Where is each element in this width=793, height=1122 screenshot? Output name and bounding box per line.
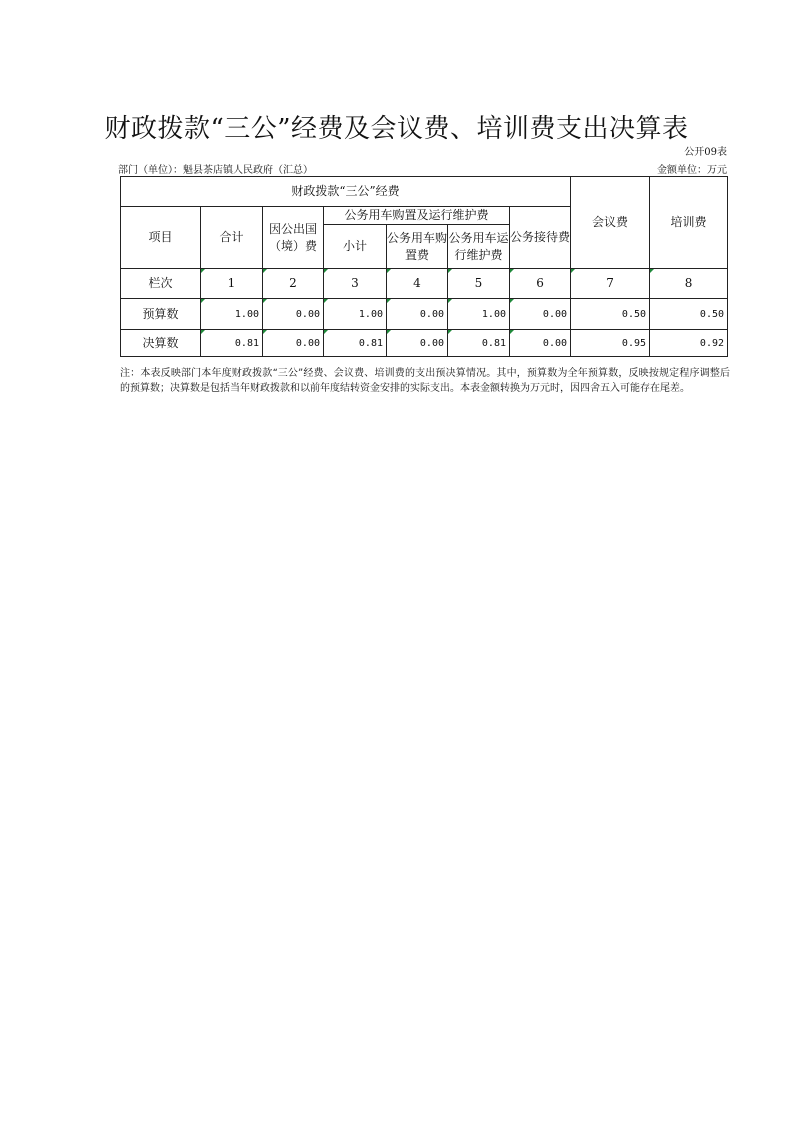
header-vehicle-operation: 公务用车运行维护费 (448, 225, 510, 269)
header-vehicle-group: 公务用车购置及运行维护费 (324, 207, 510, 225)
table-cell: 0.92 (650, 330, 728, 357)
table-cell: 0.50 (571, 299, 650, 330)
table-row (121, 330, 728, 357)
header-training: 培训费 (650, 177, 728, 269)
form-number: 公开09表 (684, 147, 727, 158)
expenditure-table (120, 176, 728, 357)
department-label: 部门（单位）：魁县茶店镇人民政府（汇总） (118, 165, 313, 176)
table-cell: 0.00 (263, 330, 324, 357)
table-cell: 0.81 (448, 330, 510, 357)
table-cell: 0.81 (324, 330, 387, 357)
table-cell: 1.00 (448, 299, 510, 330)
table-cell: 0.00 (387, 330, 448, 357)
table-cell: 0.95 (571, 330, 650, 357)
column-number-row (121, 269, 728, 299)
footnote: 注：本表反映部门本年度财政拨款“三公”经费、会议费、培训费的支出预决算情况。其中，预算数为全年预算数，反映按规定程序调整后的预算数；决算数是包括当年财政拨款和以前年度结转资金安排的实际支出。本表金额转换为万元时，因四舍五入可能存在尾差。 (120, 368, 730, 394)
table-cell: 0.00 (510, 330, 571, 357)
table-cell: 1.00 (201, 299, 263, 330)
column-number: 6 (510, 269, 571, 299)
header-abroad: 因公出国（境）费 (263, 207, 324, 269)
table-cell: 1.00 (324, 299, 387, 330)
row-label-final: 决算数 (121, 330, 201, 357)
column-number-label: 栏次 (121, 269, 201, 299)
table-row (121, 299, 728, 330)
header-meeting: 会议费 (571, 177, 650, 269)
column-number: 2 (263, 269, 324, 299)
header-item: 项目 (121, 207, 201, 269)
header-three-public-group: 财政拨款“三公”经费 (121, 177, 571, 207)
table-cell: 0.00 (263, 299, 324, 330)
table-cell: 0.50 (650, 299, 728, 330)
header-reception: 公务接待费 (510, 207, 571, 269)
table-cell: 0.81 (201, 330, 263, 357)
header-subtotal: 小计 (324, 225, 387, 269)
unit-label: 金额单位：万元 (657, 165, 727, 176)
page-title: 财政拨款“三公”经费及会议费、培训费支出决算表 (104, 114, 689, 144)
row-label-budget: 预算数 (121, 299, 201, 330)
column-number: 5 (448, 269, 510, 299)
table-cell: 0.00 (387, 299, 448, 330)
column-number: 8 (650, 269, 728, 299)
column-number: 4 (387, 269, 448, 299)
header-total: 合计 (201, 207, 263, 269)
column-number: 3 (324, 269, 387, 299)
column-number: 7 (571, 269, 650, 299)
column-number: 1 (201, 269, 263, 299)
table-cell: 0.00 (510, 299, 571, 330)
header-vehicle-purchase: 公务用车购置费 (387, 225, 448, 269)
